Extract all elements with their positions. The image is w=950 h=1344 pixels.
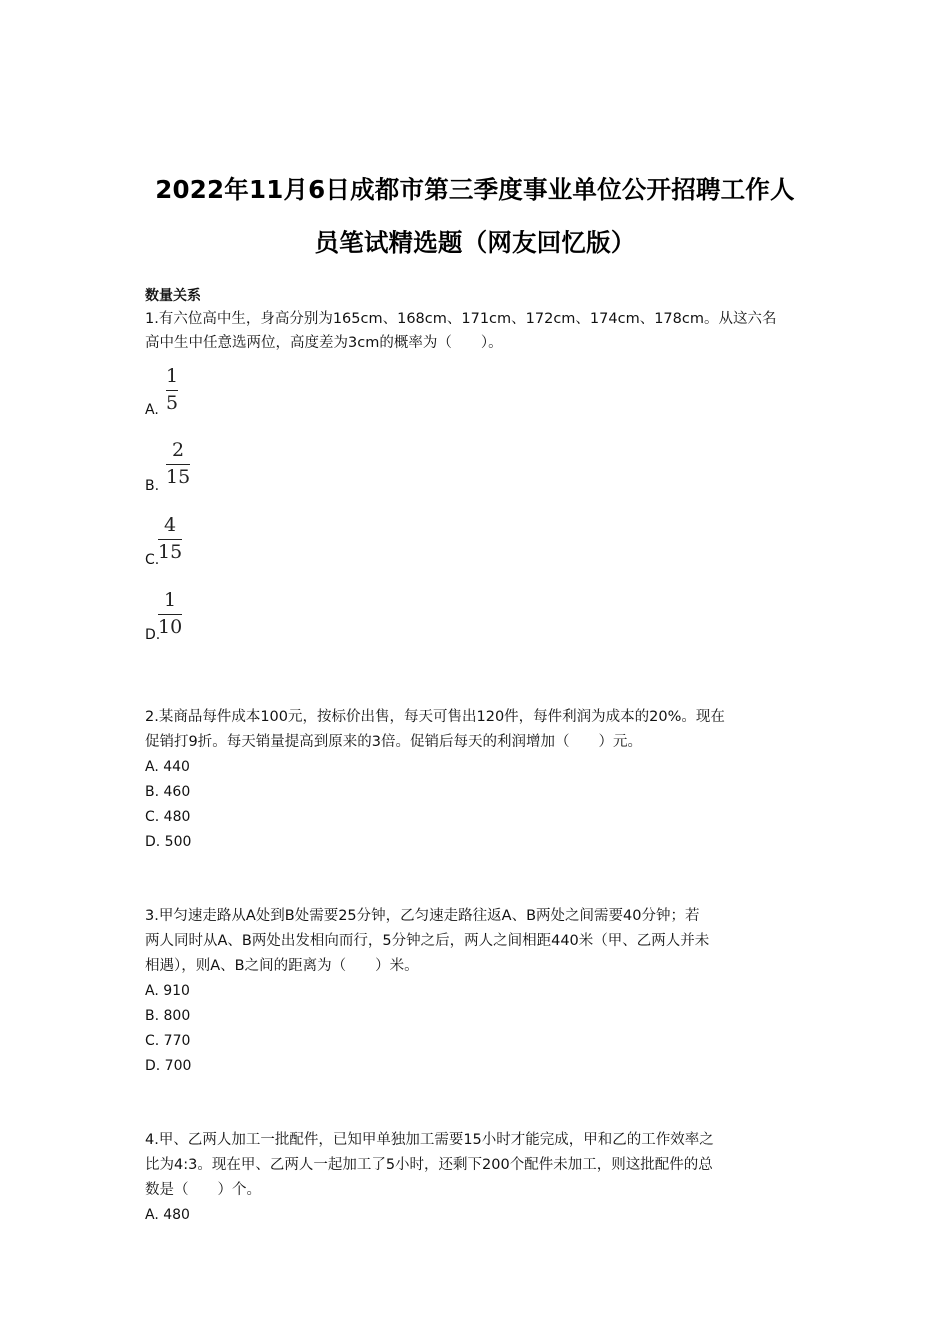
question-1-option-a-label: A. (145, 402, 159, 418)
section-heading: 数量关系 (145, 288, 201, 304)
question-3-line-3: 相遇），则A、B之间的距离为（ ）米。 (145, 958, 419, 974)
question-1-option-a-fraction (166, 366, 178, 414)
question-4-line-1: 4.甲、乙两人加工一批配件，已知甲单独加工需要15小时才能完成，甲和乙的工作效率之 (145, 1132, 714, 1148)
question-4-line-3: 数是（ ）个。 (145, 1182, 261, 1198)
fraction-denominator: 10 (158, 616, 183, 638)
fraction-bar (158, 539, 182, 540)
question-1-option-b-label: B. (145, 478, 160, 494)
question-1-option-c-label: C. (145, 552, 160, 568)
question-3-line-1: 3.甲匀速走路从A处到B处需要25分钟，乙匀速走路往返A、B两处之间需要40分钟；若 (145, 908, 700, 924)
question-1-option-d-label: D. (145, 627, 161, 643)
question-2-option-b: B. 460 (145, 784, 191, 800)
question-2-option-a: A. 440 (145, 759, 190, 775)
question-1-option-c-fraction (158, 515, 182, 563)
question-1-option-d-fraction (158, 590, 182, 638)
fraction-numerator: 2 (172, 439, 185, 461)
question-1-option-b-fraction (166, 440, 190, 488)
question-3-option-d: D. 700 (145, 1058, 192, 1074)
fraction-bar (166, 390, 178, 391)
question-3-option-a: A. 910 (145, 983, 190, 999)
fraction-denominator: 15 (166, 466, 191, 488)
fraction-denominator: 15 (158, 541, 183, 563)
question-1-line-2: 高中生中任意选两位，高度差为3cm的概率为（ ）。 (145, 335, 503, 351)
question-4-option-a: A. 480 (145, 1207, 190, 1223)
fraction-numerator: 1 (166, 365, 179, 387)
fraction-numerator: 1 (164, 589, 177, 611)
fraction-denominator: 5 (166, 392, 179, 414)
fraction-numerator: 4 (164, 514, 177, 536)
question-3-option-c: C. 770 (145, 1033, 191, 1049)
document-title-line-2: 员笔试精选题（网友回忆版） (314, 228, 636, 257)
question-1-line-1: 1.有六位高中生，身高分别为165cm、168cm、171cm、172cm、174cm、178cm。从这六名 (145, 311, 777, 327)
question-2-line-2: 促销打9折。每天销量提高到原来的3倍。促销后每天的利润增加（ ）元。 (145, 734, 642, 750)
question-2-option-c: C. 480 (145, 809, 191, 825)
question-2-option-d: D. 500 (145, 834, 192, 850)
fraction-bar (166, 464, 190, 465)
document-title-line-1: 2022年11月6日成都市第三季度事业单位公开招聘工作人 (155, 175, 795, 204)
fraction-bar (158, 614, 182, 615)
question-3-option-b: B. 800 (145, 1008, 191, 1024)
question-2-line-1: 2.某商品每件成本100元，按标价出售，每天可售出120件，每件利润为成本的20%。现在 (145, 709, 725, 725)
question-3-line-2: 两人同时从A、B两处出发相向而行，5分钟之后，两人之间相距440米（甲、乙两人并未 (145, 933, 710, 949)
question-4-line-2: 比为4:3。现在甲、乙两人一起加工了5小时，还剩下200个配件未加工，则这批配件的总 (145, 1157, 713, 1173)
